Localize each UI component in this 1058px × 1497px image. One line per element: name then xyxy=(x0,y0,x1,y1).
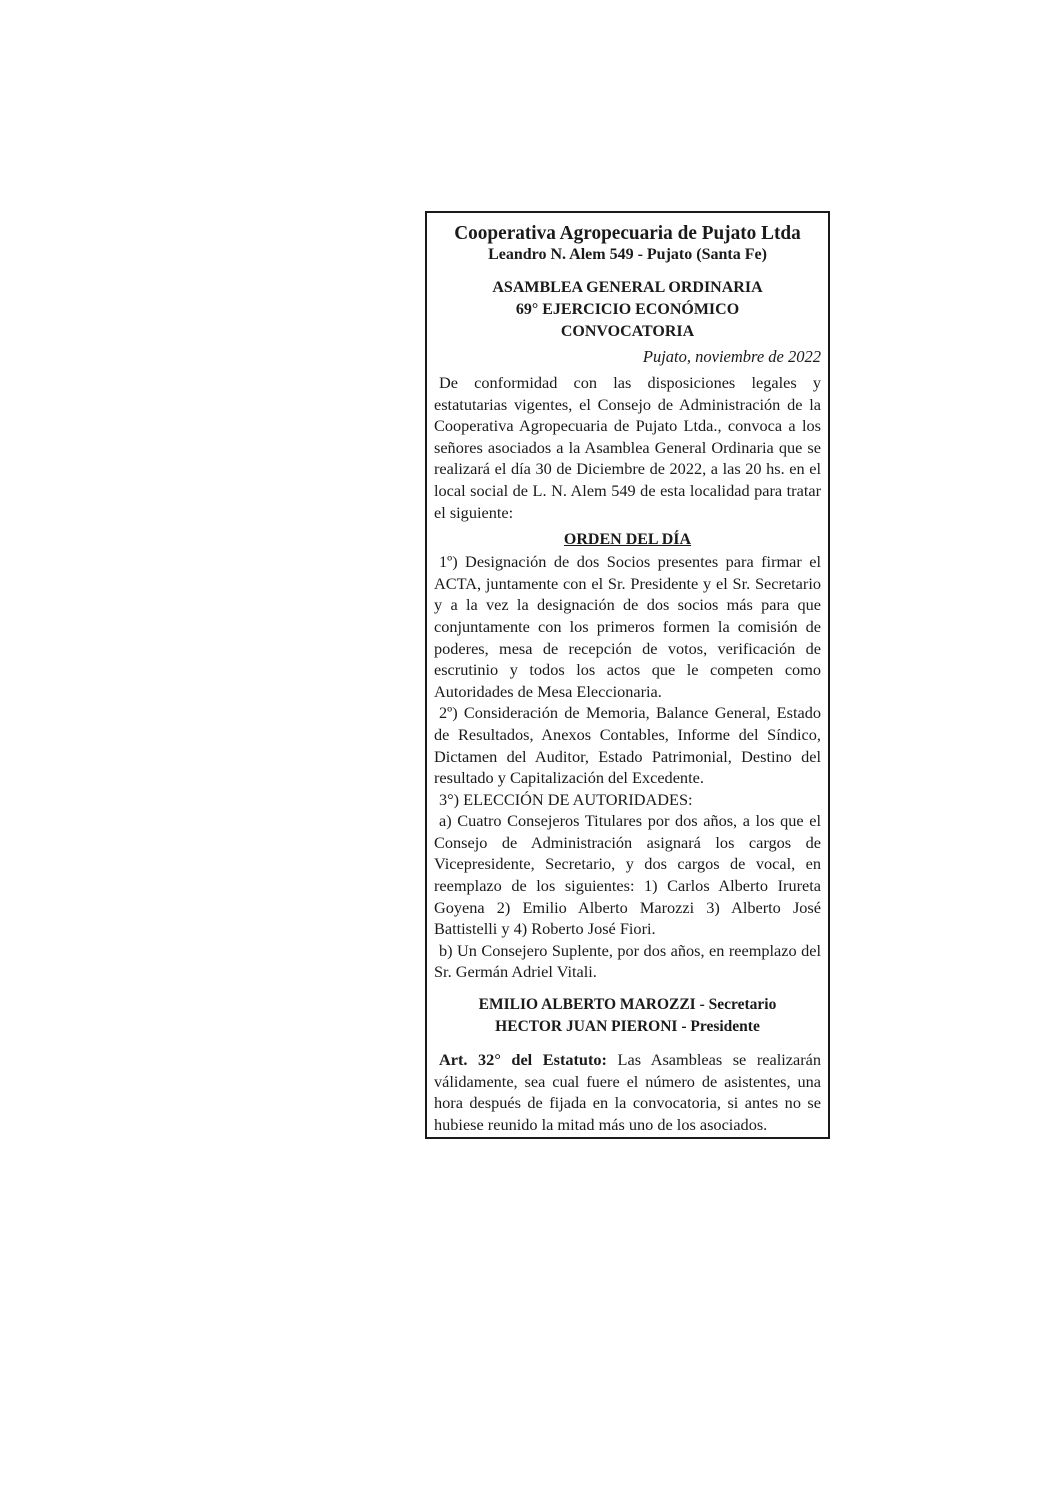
convocatoria-notice xyxy=(425,211,830,1139)
signatures xyxy=(434,994,821,1038)
statute-article xyxy=(434,1049,821,1135)
assembly-heading: ASAMBLEA GENERAL ORDINARIA xyxy=(492,279,763,296)
org-address: Leandro N. Alem 549 - Pujato (Santa Fe) xyxy=(488,246,767,263)
orden-item-3: 3°) ELECCIÓN DE AUTORIDADES: xyxy=(439,789,693,809)
heading-block xyxy=(434,277,821,343)
statute-article-text: Las Asambleas se realizarán válidamente, sea cual fuere el número de asistentes, una hora después de fijada en la convocatoria, si antes no se hubiese reunido la mitad más uno de los asociados. xyxy=(434,1050,821,1134)
convocatoria-heading: CONVOCATORIA xyxy=(560,323,695,340)
statute-article-label: Art. 32° del Estatuto: xyxy=(439,1050,607,1070)
dateline: Pujato, noviembre de 2022 xyxy=(642,347,821,366)
intro-paragraph: De conformidad con las disposiciones legales y estatutarias vigentes, el Consejo de Administración de la Cooperativa Agropecuaria de Pujato Ltda., convoca a los señores asociados a la Asamblea General Ordinaria que se realizará el día 30 de Diciembre de 2022, a las 20 hs. en el local social de L. N. Alem 549 de esta localidad para tratar el siguiente: xyxy=(434,373,821,522)
orden-item-3b: b) Un Consejero Suplente, por dos años, en reemplazo del Sr. Germán Adriel Vitali. xyxy=(434,940,821,982)
orden-item-3a: a) Cuatro Consejeros Titulares por dos años, a los que el Consejo de Administración asignará los cargos de Vicepresidente, Secretario, y dos cargos de vocal, en reemplazo de los siguientes: 1) Carlos Alberto Irureta Goyena 2) Emilio Alberto Marozzi 3) Alberto José Battistelli y 4) Roberto José Fiori. xyxy=(434,811,821,939)
orden-item-1: 1º) Designación de dos Socios presentes para firmar el ACTA, juntamente con el Sr. Presidente y el Sr. Secretario y a la vez la designación de dos socios más para que conjuntamente con los primeros formen la comisión de poderes, mesa de recepción de votos, verificación de escrutinio y todos los actos que le competen como Autoridades de Mesa Eleccionaria. xyxy=(434,552,821,701)
orden-del-dia-title: ORDEN DEL DÍA xyxy=(563,531,692,549)
fiscal-year-heading: 69° EJERCICIO ECONÓMICO xyxy=(515,301,740,318)
orden-item-2: 2º) Consideración de Memoria, Balance General, Estado de Resultados, Anexos Contables, Informe del Síndico, Dictamen del Auditor, Estado Patrimonial, Destino del resultado y Capitalización del Excedente. xyxy=(434,703,821,788)
signature-president: HECTOR JUAN PIERONI - Presidente xyxy=(495,1018,760,1036)
signature-secretary: EMILIO ALBERTO MAROZZI - Secretario xyxy=(478,996,777,1014)
org-name: Cooperativa Agropecuaria de Pujato Ltda xyxy=(454,222,801,244)
